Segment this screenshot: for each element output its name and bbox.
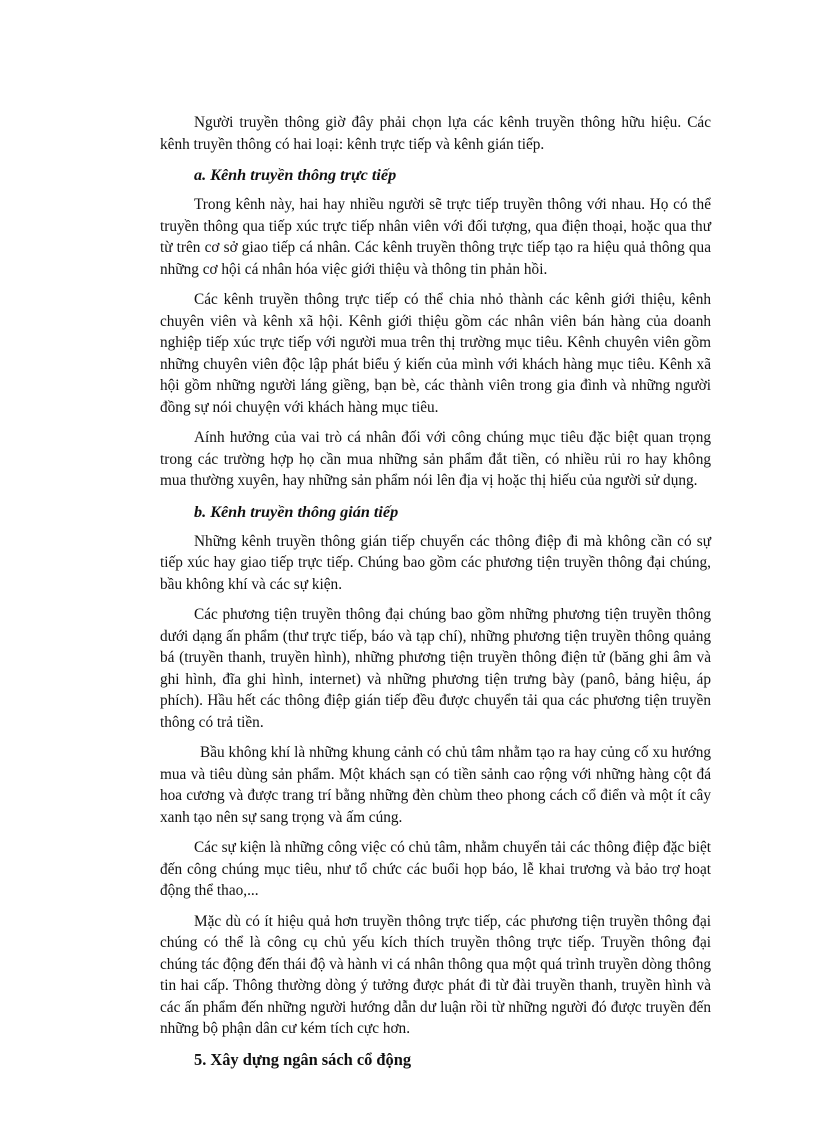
section-a-paragraph-3: Aính hưởng của vai trò cá nhân đối với công chúng mục tiêu đặc biệt quan trọng trong các trường hợp họ cần mua những sản phẩm đắt tiền, có nhiều rủi ro hay không mua thường xuyên, hay những sản phẩm nói lên địa vị hoặc thị hiếu của người sử dụng. [160, 429, 711, 489]
section-a-heading: a. Kênh truyền thông trực tiếp [194, 166, 397, 184]
section-a-paragraph-1: Trong kênh này, hai hay nhiều người sẽ trực tiếp truyền thông với nhau. Họ có thể truyền thông qua tiếp xúc trực tiếp nhân viên với đối tượng, qua điện thoại, hoặc qua thư từ trên cơ sở giao tiếp cá nhân. Các kênh truyền thông trực tiếp tạo ra hiệu quả thông qua những cơ hội cá nhân hóa việc giới thiệu và thông tin phản hồi. [160, 196, 711, 278]
section-a-paragraph-2: Các kênh truyền thông trực tiếp có thể chia nhỏ thành các kênh giới thiệu, kênh chuyên viên và kênh xã hội. Kênh giới thiệu gồm các nhân viên bán hàng của doanh nghiệp tiếp xúc trực tiếp với người mua trên thị trường mục tiêu. Kênh chuyên viên gồm những chuyên viên độc lập phát biểu ý kiến của mình với khách hàng mục tiêu. Kênh xã hội gồm những người láng giềng, bạn bè, các thành viên trong gia đình và những người đồng sự nói chuyện với khách hàng mục tiêu. [160, 291, 711, 416]
section-5-heading: 5. Xây dựng ngân sách cổ động [194, 1049, 412, 1069]
section-b-paragraph-4: Các sự kiện là những công việc có chủ tâm, nhằm chuyển tải các thông điệp đặc biệt đến công chúng mục tiêu, như tổ chức các buổi họp báo, lễ khai trương và bảo trợ hoạt động thể thao,... [160, 839, 711, 899]
section-b-paragraph-2: Các phương tiện truyền thông đại chúng bao gồm những phương tiện truyền thông dưới dạng ấn phẩm (thư trực tiếp, báo và tạp chí), những phương tiện truyền thông quảng bá (truyền thanh, truyền hình), những phương tiện truyền thông điện tử (băng ghi âm và ghi hình, đĩa ghi hình, internet) và những phương tiện trưng bày (panô, bảng hiệu, áp phích). Hầu hết các thông điệp gián tiếp đều được chuyển tải qua các phương tiện truyền thông có trả tiền. [160, 606, 711, 731]
document-page [160, 112, 711, 1071]
section-b-paragraph-1: Những kênh truyền thông gián tiếp chuyển các thông điệp đi mà không cần có sự tiếp xúc hay giao tiếp trực tiếp. Chúng bao gồm các phương tiện truyền thông đại chúng, bầu không khí và các sự kiện. [160, 532, 711, 593]
section-b-paragraph-3: Bầu không khí là những khung cảnh có chủ tâm nhằm tạo ra hay củng cố xu hướng mua và tiêu dùng sản phẩm. Một khách sạn có tiền sảnh cao rộng với những hàng cột đá hoa cương và được trang trí bằng những đèn chùm theo phong cách cổ điển và một ít cây xanh tạo nên sự sang trọng và ấm cúng. [160, 744, 711, 826]
section-b-heading: b. Kênh truyền thông gián tiếp [194, 502, 399, 521]
section-b-paragraph-5: Mặc dù có ít hiệu quả hơn truyền thông trực tiếp, các phương tiện truyền thông đại chúng có thể là công cụ chủ yếu kích thích truyền thông trực tiếp. Truyền thông đại chúng tác động đến thái độ và hành vi cá nhân thông qua một quá trình truyền dòng thông tin hai cấp. Thông thường dòng ý tưởng được phát đi từ đài truyền thanh, truyền hình và các ấn phẩm đến những người hướng dẫn dư luận rồi từ những người đó được truyền đến những bộ phận dân cư kém tích cực hơn. [160, 912, 711, 1037]
intro-paragraph: Người truyền thông giờ đây phải chọn lựa các kênh truyền thông hữu hiệu. Các kênh truyền thông có hai loại: kênh trực tiếp và kênh gián tiếp. [160, 114, 711, 153]
